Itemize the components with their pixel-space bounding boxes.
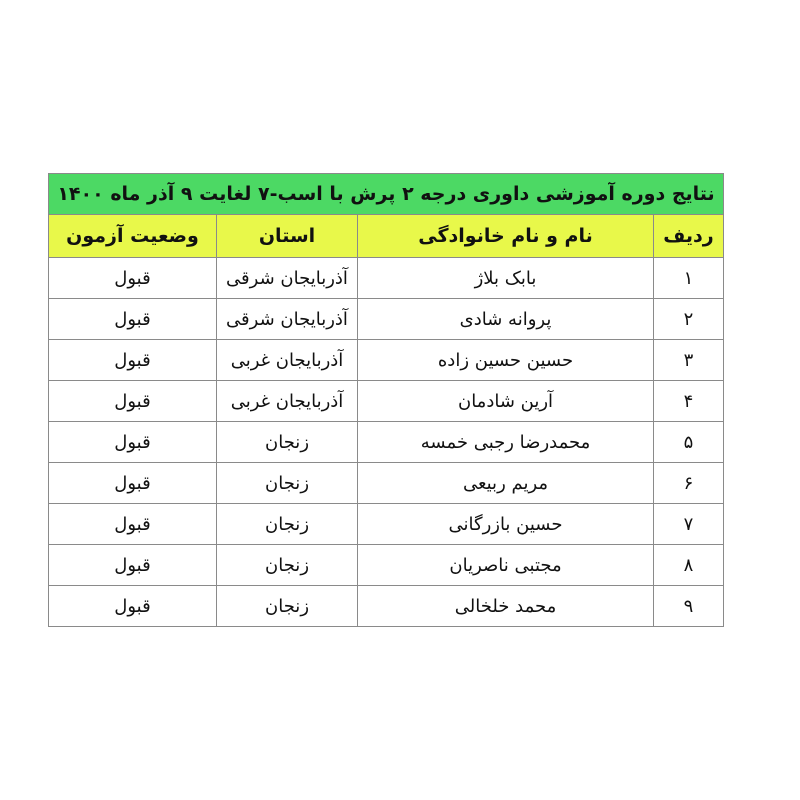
cell-status: قبول [49,504,217,545]
table-title: نتایج دوره آموزشی داوری درجه ۲ پرش با اسب-۷ لغایت ۹ آذر ماه ۱۴۰۰ [49,174,724,215]
cell-status: قبول [49,422,217,463]
header-row [49,215,724,258]
table-row [49,586,724,627]
header-province: استان [217,215,358,258]
cell-rank: ۴ [654,381,724,422]
cell-status: قبول [49,340,217,381]
cell-rank: ۶ [654,463,724,504]
cell-province: زنجان [217,586,358,627]
title-row [49,174,724,215]
cell-rank: ۱ [654,258,724,299]
cell-name: محمدرضا رجبی خمسه [358,422,654,463]
table-row [49,422,724,463]
cell-name: بابک بلاژ [358,258,654,299]
cell-rank: ۲ [654,299,724,340]
cell-name: حسین حسین زاده [358,340,654,381]
cell-province: آذربایجان شرقی [217,299,358,340]
cell-status: قبول [49,299,217,340]
cell-status: قبول [49,463,217,504]
cell-province: آذربایجان غربی [217,381,358,422]
cell-rank: ۵ [654,422,724,463]
cell-province: زنجان [217,422,358,463]
cell-name: حسین بازرگانی [358,504,654,545]
cell-status: قبول [49,381,217,422]
cell-name: مریم ربیعی [358,463,654,504]
cell-province: زنجان [217,504,358,545]
cell-province: آذربایجان شرقی [217,258,358,299]
header-status: وضعیت آزمون [49,215,217,258]
cell-name: محمد خلخالی [358,586,654,627]
cell-rank: ۹ [654,586,724,627]
table-row [49,545,724,586]
table-row [49,340,724,381]
header-name: نام و نام خانوادگی [358,215,654,258]
cell-rank: ۸ [654,545,724,586]
cell-province: زنجان [217,545,358,586]
cell-province: زنجان [217,463,358,504]
cell-status: قبول [49,586,217,627]
cell-status: قبول [49,545,217,586]
table-row [49,463,724,504]
cell-name: آرین شادمان [358,381,654,422]
cell-rank: ۳ [654,340,724,381]
header-rank: ردیف [654,215,724,258]
table-row [49,504,724,545]
table-row [49,258,724,299]
cell-rank: ۷ [654,504,724,545]
cell-status: قبول [49,258,217,299]
results-table [48,173,724,627]
cell-province: آذربایجان غربی [217,340,358,381]
cell-name: مجتبی ناصریان [358,545,654,586]
table-row [49,299,724,340]
cell-name: پروانه شادی [358,299,654,340]
table-row [49,381,724,422]
